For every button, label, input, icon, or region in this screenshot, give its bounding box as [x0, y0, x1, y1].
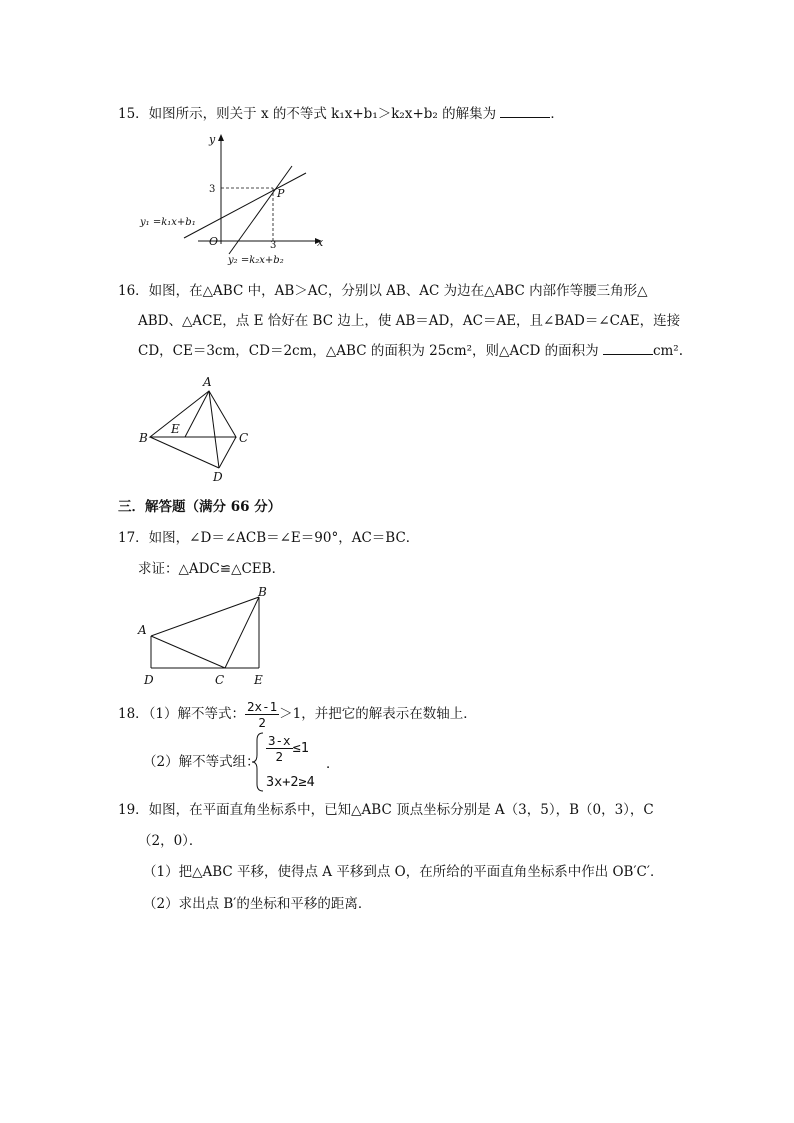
q15-text-before: 15．如图所示，则关于 x 的不等式 k₁x+b₁＞k₂x+b₂ 的解集为: [118, 106, 497, 122]
q15-y-label: y: [209, 133, 216, 146]
q16-line3-before: CD，CE＝3cm，CD＝2cm，△ABC 的面积为 25cm²，则△ACD 的面积为: [138, 343, 599, 359]
q17-label-d: D: [144, 673, 154, 687]
q15-point-label: P: [277, 187, 285, 200]
section3-title: 三．解答题（满分 66 分）: [118, 499, 282, 515]
q18-part1-after: ＞1，并把它的解表示在数轴上．: [279, 706, 477, 722]
q18-system-eq1: [266, 733, 309, 764]
q17-label-e: E: [254, 673, 263, 687]
q18-part2-after: ．: [326, 756, 340, 772]
q18-sys-fraction: [266, 733, 293, 764]
q19-line3: （1）把△ABC 平移，使得点 A 平移到点 O，在所给的平面直角坐标系中作出 OB′C′．: [143, 864, 664, 880]
q16-label-a: A: [203, 375, 212, 389]
q15-line1-label: y₁ =k₁x+b₁: [140, 217, 196, 228]
q19-line4: （2）求出点 B′的坐标和平移的距离．: [143, 896, 372, 912]
q15-y-tick: 3: [209, 184, 216, 195]
q16-label-c: C: [239, 431, 249, 445]
q18-fraction-den: 2: [258, 715, 266, 730]
q16-line1: 16．如图，在△ABC 中，AB＞AC，分别以 AB、AC 为边在△ABC 内部作等腰三角形△: [118, 283, 648, 299]
q15-text-after: ．: [550, 106, 564, 122]
q17-label-b: B: [258, 585, 267, 599]
q16-line2: ABD、△ACE，点 E 恰好在 BC 边上，使 AB＝AD，AC＝AE，且∠BAD＝∠CAE，连接: [138, 313, 681, 329]
q18-sys-num: 3-x: [268, 733, 291, 748]
q18-sys-den: 2: [275, 749, 284, 764]
q18-part2-before: （2）解不等式组：: [143, 754, 260, 770]
q15-x-label: x: [317, 236, 324, 249]
q17-label-a: A: [138, 623, 147, 637]
q16-label-d: D: [213, 470, 223, 484]
q17-line2: 求证：△ADC≌△CEB．: [138, 561, 286, 577]
q19-line2: （2，0）．: [138, 833, 203, 849]
q15-x-tick: 3: [270, 240, 277, 251]
q18-part1-before: 18．（1）解不等式：: [118, 706, 246, 722]
q16-label-e: E: [171, 422, 180, 436]
q15-line2-label: y₂ =k₂x+b₂: [228, 255, 284, 266]
q18-sys-rel1: ≤1: [292, 740, 309, 756]
q18-fraction-num: 2x-1: [247, 699, 278, 714]
q19-line1: 19．如图，在平面直角坐标系中，已知△ABC 顶点坐标分别是 A（3，5），B（0，3），C: [118, 802, 654, 818]
q16-line3-after: cm².: [652, 343, 684, 359]
q15-origin-label: O: [209, 235, 219, 248]
q16-label-b: B: [139, 431, 148, 445]
q18-system-eq2: 3x+2≥4: [266, 774, 315, 790]
q17-label-c: C: [215, 673, 225, 687]
q17-line1: 17．如图，∠D＝∠ACB＝∠E＝90°，AC＝BC．: [118, 530, 420, 546]
